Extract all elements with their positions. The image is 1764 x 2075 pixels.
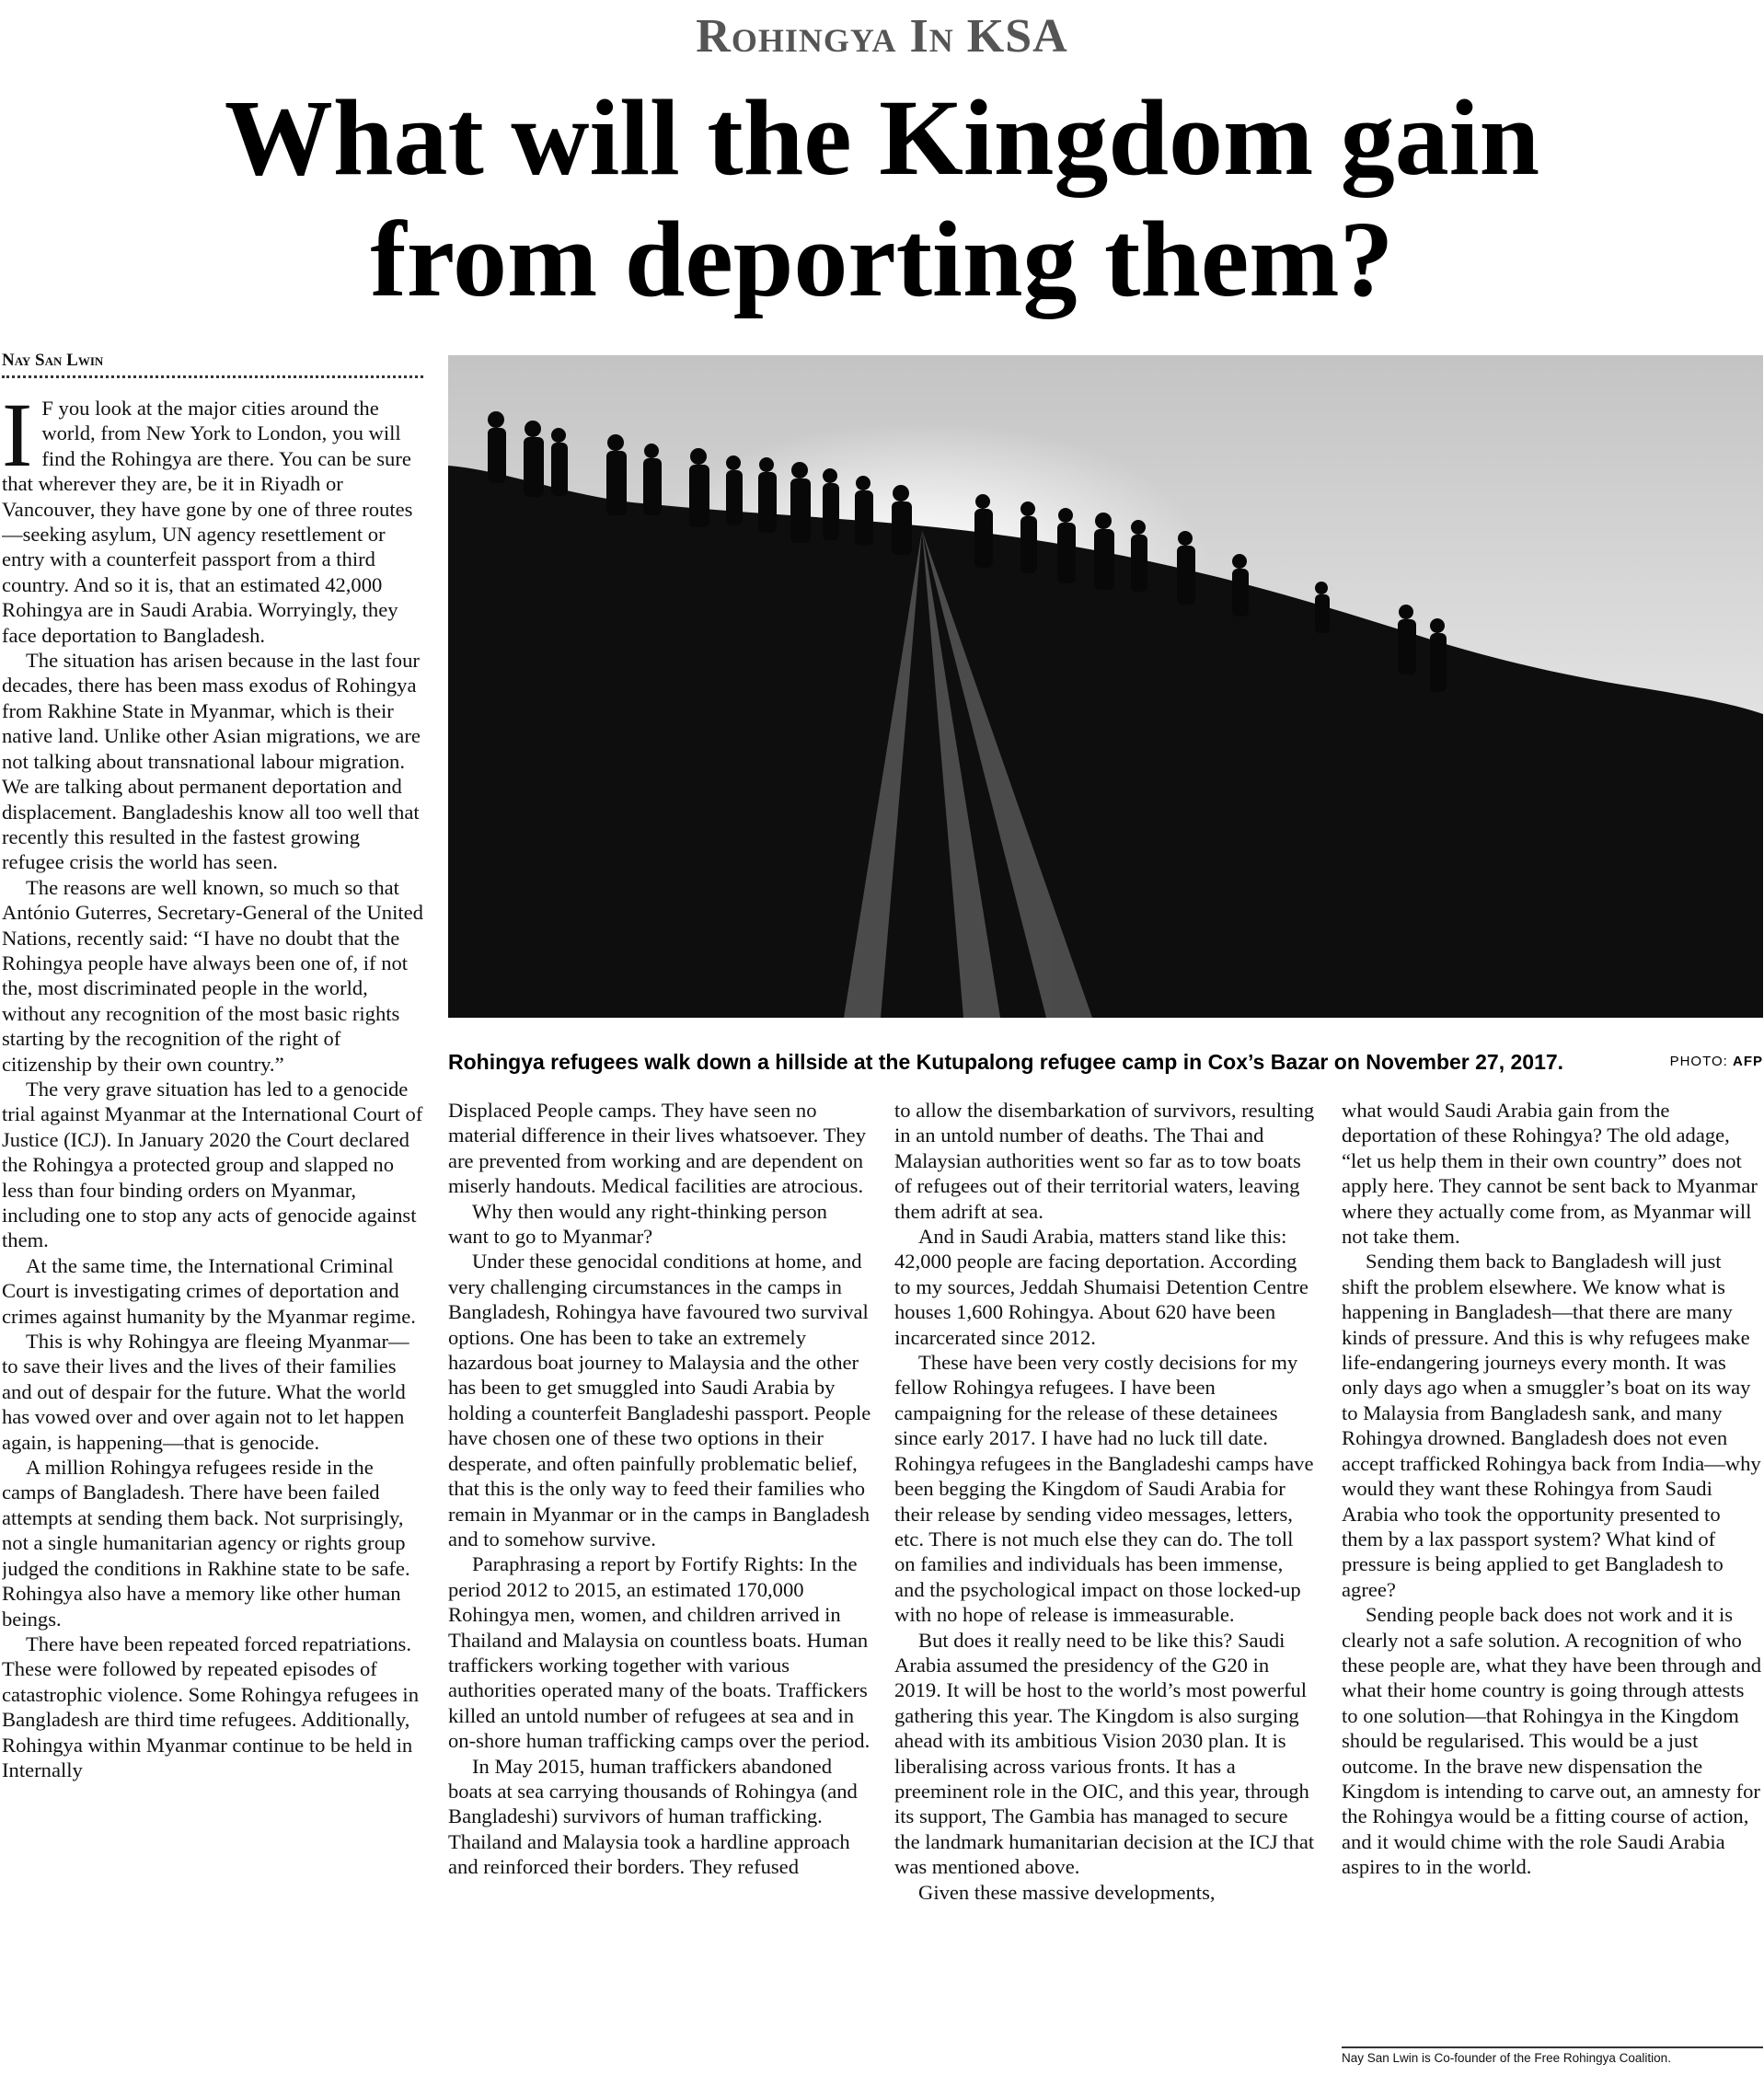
headline xyxy=(0,77,1764,320)
paragraph: Sending people back does not work and it is clearly not a safe solution. A recognition of who these people are, what they have been through and what their home country is going through attests to one solution—that Rohingya in the Kingdom should be regularised. This would be a just outcome. In the brave new dispensation the Kingdom is intending to carve out, an amnesty for the Rohingya would be a fitting course of action, and it would chime with the role Saudi Arabia aspires to in the world. xyxy=(1342,1603,1762,1879)
article-photo xyxy=(448,355,1763,1018)
paragraph: There have been repeated forced repatriations. These were followed by repeated episodes of catastrophic violence. Some Rohingya refugees in Bangladesh are third time refugees. Additionally, Rohingya within Myanmar continue to be held in Internally xyxy=(2,1631,419,1781)
article-column-1 xyxy=(2,396,423,2070)
paragraph: Why then would any right-thinking person want to go to Myanmar? xyxy=(448,1199,827,1249)
photo-credit-source: AFP xyxy=(1733,1054,1763,1069)
photo-caption: Rohingya refugees walk down a hillside at the Kutupalong refugee camp in Cox’s Bazar on November 27, 2017. xyxy=(448,1050,1564,1074)
article-column-3 xyxy=(894,1098,1316,2073)
article-column-4 xyxy=(1342,1098,1763,2044)
paragraph: to allow the disembarkation of survivors, resulting in an untold number of deaths. The Thai and Malaysian authorities went so far as to tow boats of refugees out of their territorial waters, leaving them adrift at sea. xyxy=(894,1099,1315,1223)
paragraph: This is why Rohingya are fleeing Myanmar—to save their lives and the lives of their families and out of despair for the future. What the world has vowed over and over again not to let happen again, is happening—that is genocide. xyxy=(2,1330,409,1454)
article-column-2 xyxy=(448,1098,871,2073)
paragraph: Sending them back to Bangladesh will just shift the problem elsewhere. We know what is happening in Bangladesh—that there are many kinds of pressure. And this is why refugees make life-endangering journeys every month. It was only days ago when a smuggler’s boat on its way to Malaysia from Bangladesh sank, and many Rohingya drowned. Bangladesh does not even accept trafficked Rohingya back from India—why would they want these Rohingya from Saudi Arabia who took the opportunity presented to them by a lax passport system? What kind of pressure is being applied to get Bangladesh to agree? xyxy=(1342,1250,1761,1601)
paragraph: Under these genocidal conditions at home, and very challenging circumstances in the camps in Bangladesh, Rohingya have favoured two survival options. One has been to take an extremely hazardous boat journey to Malaysia and the other has been to get smuggled into Saudi Arabia by holding a counterfeit Bangladeshi passport. People have chosen one of these two options in their desperate, and often painfully problematic belief, that this is the only way to feed their families who remain in Myanmar or in the camps in Bangladesh and to somehow survive. xyxy=(448,1250,871,1550)
paragraph: In May 2015, human traffickers abandoned boats at sea carrying thousands of Rohingya (and Bangladeshi) survivors of human trafficking. Thailand and Malaysia took a hardline approach and reinforced their borders. They refused xyxy=(448,1754,858,1879)
drop-cap: I xyxy=(2,396,33,486)
paragraph: These have been very costly decisions for my fellow Rohingya refugees. I have been campaigning for the release of these detainees since early 2017. I have had no luck till date. Rohingya refugees in the Bangladeshi camps have been begging the Kingdom of Saudi Arabia for their release by sending video messages, letters, etc. There is not much else they can do. The toll on families and individuals has been immense, and the psychological impact on those locked-up with no hope of release is immeasurable. xyxy=(894,1351,1314,1627)
headline-line-2: from deporting them? xyxy=(370,199,1394,319)
paragraph: The situation has arisen because in the last four decades, there has been mass exodus of Rohingya from Rakhine State in Myanmar, which is their native land. Unlike other Asian migrations, we are not talking about transnational labour migration. We are talking about permanent deportation and displacement. Bangladeshis know all too well that recently this resulted in the fastest growing refugee crisis the world has seen. xyxy=(2,649,421,874)
section-kicker: Rohingya In KSA xyxy=(696,10,1068,63)
paragraph: But does it really need to be like this? Saudi Arabia assumed the presidency of the G20 in 2019. It will be host to the world’s most powerful gathering this year. The Kingdom is also surging ahead with its ambitious Vision 2030 plan. It is liberalising across various fronts. It has a preeminent role in the OIC, and this year, through its support, The Gambia has managed to secure the landmark humanitarian decision at the ICJ that was mentioned above. xyxy=(894,1628,1315,1879)
paragraph: And in Saudi Arabia, matters stand like this: 42,000 people are facing deportation. According to my sources, Jeddah Shumaisi Detention Centre houses 1,600 Rohingya. About 620 have been incarcerated since 2012. xyxy=(894,1225,1309,1349)
photo-credit-label: PHOTO: xyxy=(1669,1054,1728,1069)
paragraph: Paraphrasing a report by Fortify Rights: In the period 2012 to 2015, an estimated 170,000 Rohingya men, women, and children arrived in Thailand and Malaysia on countless boats. Human traffickers working together with various authorities operated many of the boats. Traffickers killed an untold number of refugees at sea and in on-shore human trafficking camps over the period. xyxy=(448,1552,870,1753)
refugees-silhouette-illustration xyxy=(448,355,1763,1018)
byline: Nay San Lwin xyxy=(2,350,423,378)
paragraph: The reasons are well known, so much so that António Guterres, Secretary-General of the United Nations, recently said: “I have no doubt that the Rohingya people have always been one of, if not the, most discriminated people in the world, without any recognition of the most basic rights starting by the recognition of the right of citizenship by their own country.” xyxy=(2,875,423,1076)
paragraph: Displaced People camps. They have seen no material difference in their lives whatsoever. They are prevented from working and are dependent on miserly handouts. Medical facilities are atrocious. xyxy=(448,1099,867,1198)
paragraph: At the same time, the International Criminal Court is investigating crimes of deportation and crimes against humanity by the Myanmar regime. xyxy=(2,1253,416,1328)
headline-line-1: What will the Kingdom gain xyxy=(224,77,1540,198)
paragraph: The very grave situation has led to a genocide trial against Myanmar at the International Court of Justice (ICJ). In January 2020 the Court declared the Rohingya a protected group and slapped no less than four binding orders on Myanmar, including one to stop any acts of genocide against them. xyxy=(2,1077,423,1252)
paragraph-text: F you look at the major cities around the world, from New York to London, you will find the Rohingya are there. You can be sure that wherever they are, be it in Riyadh or Vancouver, they have gone by one of three routes—seeking asylum, UN agency resettlement or entry with a counterfeit passport from a third country. And so it is, that an estimated 42,000 Rohingya are in Saudi Arabia. Worryingly, they face deportation to Bangladesh. xyxy=(2,397,413,647)
paragraph: what would Saudi Arabia gain from the deportation of these Rohingya? The old adage, “let us help them in their own country” does not apply here. They cannot be sent back to Myanmar where they actually come from, as Myanmar will not take them. xyxy=(1342,1099,1758,1249)
photo-credit xyxy=(1647,1053,1763,1071)
paragraph: A million Rohingya refugees reside in the camps of Bangladesh. There have been failed attempts at sending them back. Not surprisingly, not a single humanitarian agency or rights group judged the conditions in Rakhine state to be safe. Rohingya also have a memory like other human beings. xyxy=(2,1456,410,1631)
author-footnote: Nay San Lwin is Co-founder of the Free Rohingya Coalition. xyxy=(1342,2046,1763,2065)
paragraph xyxy=(2,396,423,648)
paragraph: Given these massive developments, xyxy=(918,1880,1216,1904)
